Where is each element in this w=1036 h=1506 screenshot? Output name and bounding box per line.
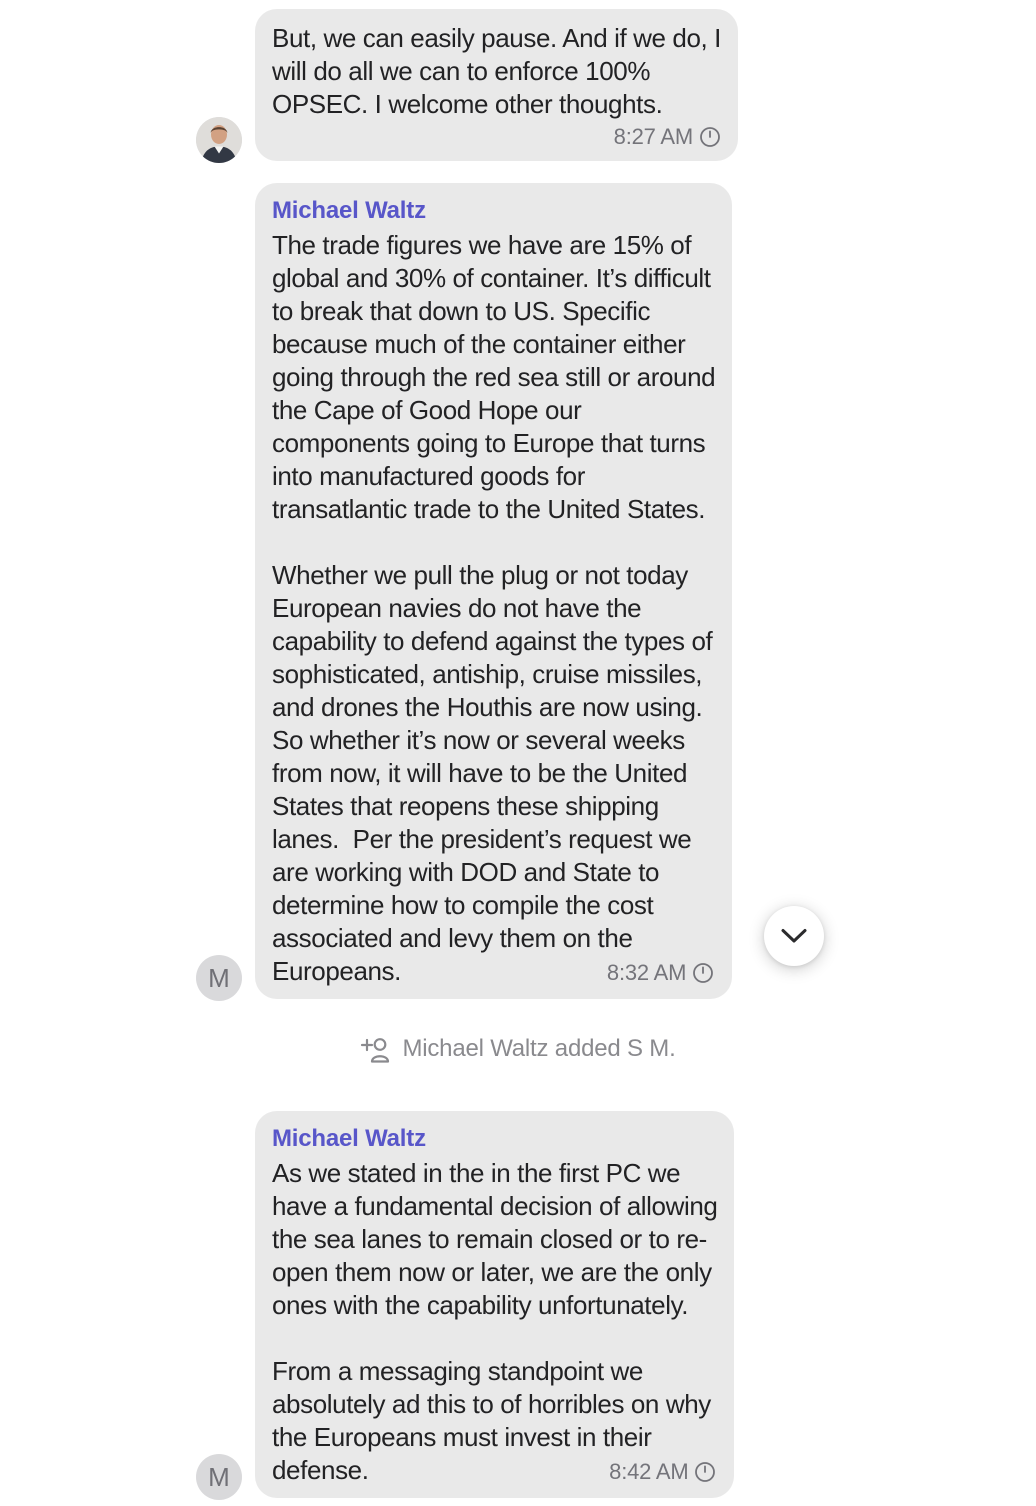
clock-icon bbox=[694, 1461, 716, 1483]
chevron-down-icon bbox=[780, 928, 808, 944]
timestamp bbox=[609, 1459, 716, 1485]
scroll-to-bottom-button[interactable] bbox=[764, 906, 824, 966]
message-row bbox=[0, 1111, 1036, 1498]
timestamp bbox=[607, 960, 714, 986]
system-event bbox=[0, 1035, 1036, 1063]
avatar-letter: M bbox=[208, 1461, 230, 1492]
timestamp-text: 8:27 AM bbox=[613, 124, 693, 149]
clock-icon bbox=[699, 126, 721, 148]
timestamp-text: 8:32 AM bbox=[606, 960, 687, 985]
message-bubble[interactable] bbox=[255, 9, 738, 161]
message-row bbox=[0, 183, 1036, 999]
message-text: The trade figures we have are 15% of global and 30% of container. It’s difficult to break that down to US. Specific because much of the container either going through the red sea still or around the Cape of Good Hope our components going to Europe that turns into manufactured goods for transatlantic trade to the United States. Whether we pull the plug or not today European navies do not have the capability to defend against the types of sophisticated, antiship, cruise missiles, and drones the Houthis are now using. So whether it’s now or several weeks from now, it will have to be the United States that reopens these shipping lanes. Per the president’s request we are working with DOD and State to determine how to compile the cost associated and levy them on the Europeans. bbox=[272, 230, 716, 986]
person-photo-icon bbox=[196, 117, 242, 163]
sender-name[interactable]: Michael Waltz bbox=[272, 197, 426, 224]
timestamp-row bbox=[272, 124, 721, 150]
message-text: But, we can easily pause. And if we do, I will do all we can to enforce 100% OPSEC. I welcome other thoughts. bbox=[272, 23, 721, 119]
message-bubble[interactable] bbox=[255, 183, 732, 999]
contact-initial-avatar[interactable] bbox=[196, 955, 242, 1001]
message-bubble[interactable] bbox=[255, 1111, 734, 1498]
timestamp bbox=[614, 124, 721, 150]
contact-photo-avatar[interactable] bbox=[196, 117, 242, 163]
sender-name[interactable]: Michael Waltz bbox=[272, 1125, 426, 1152]
avatar-letter: M bbox=[208, 962, 230, 993]
person-add-icon bbox=[360, 1036, 391, 1063]
message-text: As we stated in the in the first PC we have a fundamental decision of allowing the sea lanes to remain closed or to re- open them now or later, we are the only ones with the capability unfortunately. From a messaging standpoint we absolutely ad this to of horribles on why the Europeans must invest in their defense. bbox=[272, 1158, 718, 1485]
system-event-text: Michael Waltz added S M. bbox=[402, 1035, 676, 1062]
message-row bbox=[0, 9, 1036, 161]
clock-icon bbox=[692, 962, 714, 984]
contact-initial-avatar[interactable] bbox=[196, 1454, 242, 1500]
timestamp-text: 8:42 AM bbox=[609, 1459, 689, 1484]
